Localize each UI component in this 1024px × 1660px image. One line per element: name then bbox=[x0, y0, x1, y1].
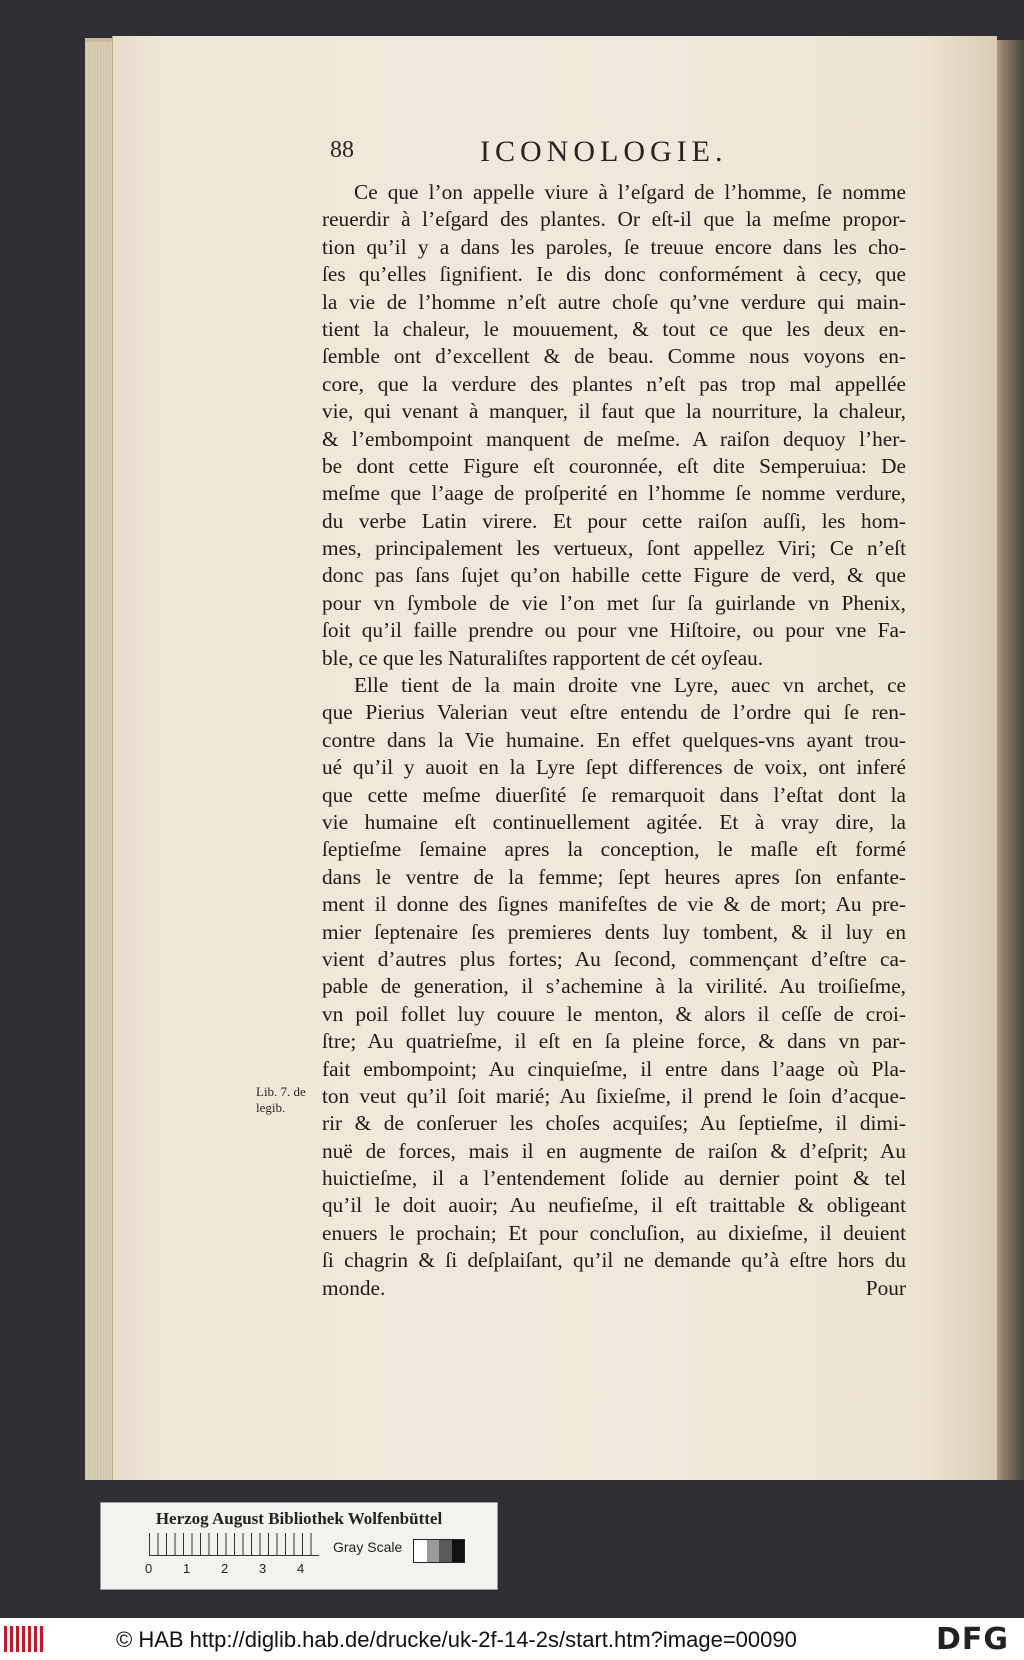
text-line: qu’il le doit auoir; Au neufieſme, il eſt traittable & obligeant bbox=[322, 1193, 906, 1218]
text-line: ſes qu’elles ſignifient. Ie dis donc conformément à cecy, que bbox=[322, 262, 906, 287]
gray-swatch bbox=[414, 1540, 427, 1562]
ruler-scale bbox=[149, 1533, 319, 1556]
footer-credit: © HAB http://diglib.hab.de/drucke/uk-2f-14-2s/start.htm?image=00090 bbox=[116, 1627, 797, 1652]
calibration-label bbox=[100, 1502, 498, 1590]
text-line: ſemble ont d’excellent & de beau. Comme nous voyons en- bbox=[322, 344, 906, 369]
dfg-logo: DFG bbox=[936, 1622, 1010, 1657]
gray-swatch bbox=[427, 1540, 440, 1562]
text-line: monde. bbox=[322, 1275, 386, 1300]
text-line: vie humaine eſt continuellement agitée. Et à vray dire, la bbox=[322, 809, 906, 834]
footer-bar bbox=[0, 1618, 1024, 1660]
text-line: rir & de conſeruer les choſes acquiſes; Au ſeptieſme, il dimi- bbox=[322, 1111, 906, 1136]
text-line: contre dans la Vie humaine. En effet quelques-vns ayant trou- bbox=[322, 727, 906, 752]
text-line: vie, qui venant à manquer, il faut que la nourriture, la chaleur, bbox=[322, 399, 906, 424]
text-line: dans le ventre de la femme; ſept heures apres ſon enfante- bbox=[322, 864, 906, 889]
text-line: ſtre; Au quatrieſme, il eſt en ſa pleine force, & dans vn par- bbox=[322, 1029, 906, 1054]
folio-number: 88 bbox=[330, 137, 354, 163]
text-line: tion qu’il y a dans les paroles, ſe treuue encore dans les cho- bbox=[322, 234, 906, 259]
page-header bbox=[320, 135, 910, 175]
text-line: ſoit qu’il faille prendre ou pour vne Hiſtoire, ou pour vne Fa- bbox=[322, 618, 906, 643]
text-line: ué qu’il y auoit en la Lyre ſept differences de voix, ont inferé bbox=[322, 755, 906, 780]
gray-swatch bbox=[439, 1540, 452, 1562]
text-line: mes, principalement les vertueux, ſont appellez Viri; Ce n’eſt bbox=[322, 536, 906, 561]
text-line: meſme que l’aage de proſperité en l’homme ſe nomme verdure, bbox=[322, 481, 906, 506]
text-line: ment il donne des ſignes manifeſtes de vie & de mort; Au pre- bbox=[322, 892, 906, 917]
text-line: pable de generation, il s’achemine à la virilité. Au troiſieſme, bbox=[322, 974, 906, 999]
ruler-number: 3 bbox=[259, 1561, 267, 1576]
running-title: ICONOLOGIE. bbox=[480, 135, 728, 168]
text-line: que cette meſme diuerſité ſe remarquoit dans l’eſtat dont la bbox=[322, 782, 906, 807]
text-line: la vie de l’homme n’eſt autre choſe qu’vne verdure qui main- bbox=[322, 289, 906, 314]
text-line: fait embompoint; Au cinquieſme, il entre dans l’aage où Pla- bbox=[322, 1056, 906, 1081]
ruler-number: 2 bbox=[221, 1561, 229, 1576]
gray-scale-label: Gray Scale bbox=[333, 1539, 403, 1555]
text-line: ton veut qu’il ſoit marié; Au ſixieſme, il prend le ſoin d’acque- bbox=[322, 1083, 906, 1108]
text-line: nuë de forces, mais il en augmente de raiſon & d’eſprit; Au bbox=[322, 1138, 906, 1163]
catchword: Pour bbox=[865, 1275, 906, 1300]
ruler-numbers bbox=[145, 1561, 345, 1577]
text-line: du verbe Latin virere. Et pour cette raiſon auſſi, les hom- bbox=[322, 508, 906, 533]
ruler-number: 4 bbox=[297, 1561, 305, 1576]
text-line: que Pierius Valerian veut eſtre entendu de l’ordre qui ſe ren- bbox=[322, 700, 906, 725]
text-line: enuers le prochain; Et pour concluſion, au dixieſme, il deuient bbox=[322, 1220, 906, 1245]
text-line: ſeptieſme ſemaine apres la conception, le maſle eſt formé bbox=[322, 837, 906, 862]
text-line: Elle tient de la main droite vne Lyre, auec vn archet, ce bbox=[354, 673, 906, 698]
body-text bbox=[322, 179, 906, 1302]
text-line: & l’embompoint manquent de meſme. A raiſon dequoy l’her- bbox=[322, 426, 906, 451]
text-line: ble, ce que les Naturaliſtes rapportent de cét oyſeau. bbox=[322, 645, 764, 670]
text-line: pour vn ſymbole de vie l’on met ſur ſa guirlande vn Phenix, bbox=[322, 590, 906, 615]
text-line: be dont cette Figure eſt couronnée, eſt dite Semperuiua: De bbox=[322, 453, 906, 478]
ruler-number: 0 bbox=[145, 1561, 153, 1576]
text-line: core, que la verdure des plantes n’eſt pas trop mal appellée bbox=[322, 371, 906, 396]
margin-note: Lib. 7. de legib. bbox=[256, 1084, 306, 1115]
hab-logo-icon bbox=[4, 1626, 46, 1652]
text-line: donc pas ſans ſujet qu’on habille cette Figure de verd, & que bbox=[322, 563, 906, 588]
text-line: mier ſeptenaire ſes premieres dents luy tombent, & il luy en bbox=[322, 919, 906, 944]
text-line: reuerdir à l’eſgard des plantes. Or eſt-il que la meſme propor- bbox=[322, 207, 906, 232]
text-line: huictieſme, il a l’entendement ſolide au dernier point & tel bbox=[322, 1166, 906, 1191]
library-name: Herzog August Bibliothek Wolfenbüttel bbox=[155, 1509, 443, 1528]
text-line: vient d’autres plus fortes; Au ſecond, commençant d’eſtre ca- bbox=[322, 946, 906, 971]
ruler-number: 1 bbox=[183, 1561, 191, 1576]
gray-scale-swatches bbox=[413, 1539, 465, 1563]
text-line: vn poil follet luy couure le menton, & alors il ceſſe de croi- bbox=[322, 1001, 906, 1026]
gray-swatch bbox=[452, 1540, 465, 1562]
text-line: tient la chaleur, le mouuement, & tout ce que les deux en- bbox=[322, 316, 906, 341]
text-line: Ce que l’on appelle viure à l’eſgard de l’homme, ſe nomme bbox=[354, 180, 906, 204]
text-line: ſi chagrin & ſi deſplaiſant, qu’il ne demande qu’à eſtre hors du bbox=[322, 1248, 906, 1273]
